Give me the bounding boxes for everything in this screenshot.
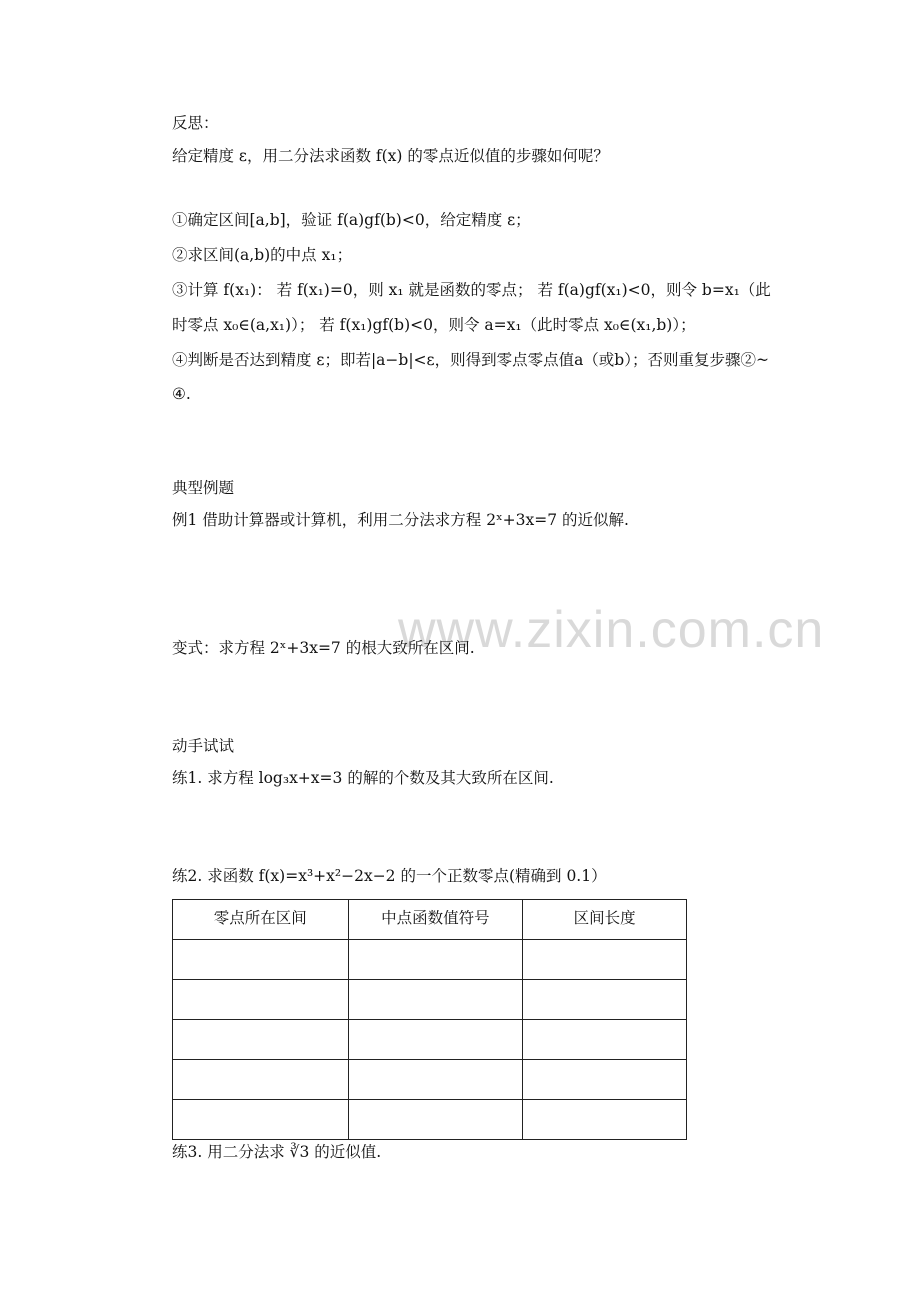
table-header-interval: 零点所在区间: [173, 900, 349, 940]
table-cell[interactable]: [348, 980, 523, 1020]
table-cell[interactable]: [173, 1100, 349, 1140]
table-header-midpoint-sign: 中点函数值符号: [348, 900, 523, 940]
table-cell[interactable]: [348, 1060, 523, 1100]
table-cell[interactable]: [523, 1020, 687, 1060]
table-cell[interactable]: [348, 1100, 523, 1140]
watermark: www.zixin.com.cn: [398, 601, 825, 659]
bisection-table: [172, 899, 687, 1140]
variant: 变式：求方程 2ˣ+3x=7 的根大致所在区间.: [172, 639, 475, 657]
table-row: [173, 1060, 687, 1100]
table-cell[interactable]: [173, 940, 349, 980]
table-cell[interactable]: [348, 1020, 523, 1060]
table-row: [173, 940, 687, 980]
reflection-question: 给定精度 ε，用二分法求函数 f(x) 的零点近似值的步骤如何呢？: [172, 147, 609, 165]
exercise-3: 练3. 用二分法求 ∛3 的近似值.: [172, 1143, 382, 1161]
table-cell[interactable]: [523, 1100, 687, 1140]
practice-heading: 动手试试: [172, 737, 235, 755]
table-header-length: 区间长度: [523, 900, 687, 940]
table-row: [173, 1020, 687, 1060]
table-cell[interactable]: [523, 1060, 687, 1100]
step-3-line2: 时零点 x₀∈(a,x₁)）； 若 f(x₁)gf(b)<0，则令 a=x₁（此时零点 x₀∈(x₁,b)）；: [172, 316, 696, 334]
step-4-line1: ④判断是否达到精度 ε；即若|a−b|<ε，则得到零点零点值a（或b）；否则重复步骤②~: [172, 351, 769, 369]
examples-heading: 典型例题: [172, 479, 235, 497]
reflection-heading: 反思：: [172, 114, 219, 132]
table-cell[interactable]: [523, 940, 687, 980]
table-header-row: [173, 900, 687, 940]
table-row: [173, 1100, 687, 1140]
table-cell[interactable]: [348, 940, 523, 980]
example-1: 例1 借助计算器或计算机，利用二分法求方程 2ˣ+3x=7 的近似解.: [172, 511, 629, 529]
exercise-2: 练2. 求函数 f(x)=x³+x²−2x−2 的一个正数零点(精确到 0.1）: [172, 867, 607, 885]
table-cell[interactable]: [523, 980, 687, 1020]
step-3-line1: ③计算 f(x₁)： 若 f(x₁)=0，则 x₁ 就是函数的零点； 若 f(a)gf(x₁)<0，则令 b=x₁（此: [172, 281, 771, 299]
table-cell[interactable]: [173, 980, 349, 1020]
table-cell[interactable]: [173, 1020, 349, 1060]
table-cell[interactable]: [173, 1060, 349, 1100]
step-1: ①确定区间[a,b]，验证 f(a)gf(b)<0，给定精度 ε；: [172, 211, 531, 229]
table-row: [173, 980, 687, 1020]
step-4-line2: ④.: [172, 385, 191, 403]
step-2: ②求区间(a,b)的中点 x₁；: [172, 246, 353, 264]
exercise-1: 练1. 求方程 log₃x+x=3 的解的个数及其大致所在区间.: [172, 769, 554, 787]
